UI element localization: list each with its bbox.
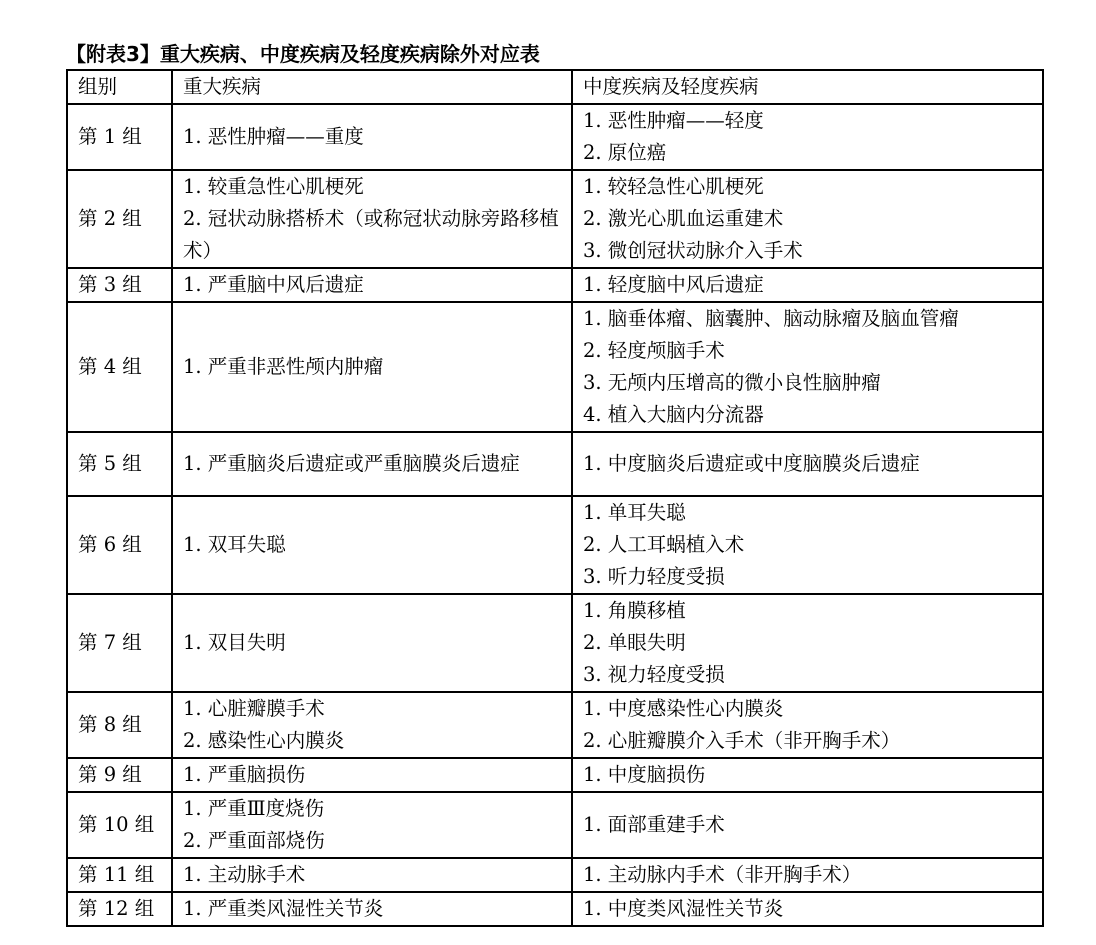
major-disease-item: 1. 严重脑中风后遗症 xyxy=(183,273,364,296)
exclusion-table xyxy=(66,69,1044,927)
major-disease-item: 2. 冠状动脉搭桥术（或称冠状动脉旁路移植术） xyxy=(183,207,559,262)
moderate-mild-disease-item: 1. 角膜移植 xyxy=(583,599,686,622)
major-disease-cell xyxy=(172,594,572,692)
group-cell: 第 6 组 xyxy=(67,496,172,594)
major-disease-item: 1. 严重类风湿性关节炎 xyxy=(183,897,384,920)
moderate-mild-disease-item: 2. 原位癌 xyxy=(583,141,667,164)
group-cell: 第 1 组 xyxy=(67,104,172,170)
group-cell: 第 9 组 xyxy=(67,758,172,792)
moderate-mild-disease-item: 1. 主动脉内手术（非开胸手术） xyxy=(583,863,862,886)
moderate-mild-disease-item: 3. 无颅内压增高的微小良性脑肿瘤 xyxy=(583,371,881,394)
moderate-mild-disease-cell xyxy=(572,892,1043,926)
table-row xyxy=(67,496,1043,594)
moderate-mild-disease-item: 1. 面部重建手术 xyxy=(583,813,725,836)
table-row xyxy=(67,758,1043,792)
moderate-mild-disease-cell xyxy=(572,104,1043,170)
moderate-mild-disease-item: 1. 单耳失聪 xyxy=(583,501,686,524)
major-disease-cell xyxy=(172,302,572,432)
moderate-mild-disease-item: 1. 中度脑损伤 xyxy=(583,763,706,786)
major-disease-item: 1. 双耳失聪 xyxy=(183,533,286,556)
major-disease-cell xyxy=(172,892,572,926)
group-cell: 第 11 组 xyxy=(67,858,172,892)
moderate-mild-disease-item: 1. 较轻急性心肌梗死 xyxy=(583,175,764,198)
moderate-mild-disease-item: 1. 轻度脑中风后遗症 xyxy=(583,273,764,296)
moderate-mild-disease-item: 1. 恶性肿瘤——轻度 xyxy=(583,109,764,132)
header-row xyxy=(67,70,1043,104)
moderate-mild-disease-cell xyxy=(572,302,1043,432)
moderate-mild-disease-cell xyxy=(572,858,1043,892)
major-disease-cell xyxy=(172,496,572,594)
moderate-mild-disease-item: 2. 激光心肌血运重建术 xyxy=(583,207,784,230)
group-cell: 第 3 组 xyxy=(67,268,172,302)
header-group: 组别 xyxy=(67,70,172,104)
major-disease-item: 2. 感染性心内膜炎 xyxy=(183,729,345,752)
table-row xyxy=(67,268,1043,302)
major-disease-cell xyxy=(172,268,572,302)
moderate-mild-disease-item: 3. 视力轻度受损 xyxy=(583,663,725,686)
major-disease-cell xyxy=(172,104,572,170)
major-disease-item: 1. 严重脑损伤 xyxy=(183,763,306,786)
moderate-mild-disease-item: 1. 中度类风湿性关节炎 xyxy=(583,897,784,920)
major-disease-item: 1. 严重非恶性颅内肿瘤 xyxy=(183,355,384,378)
major-disease-cell xyxy=(172,170,572,268)
group-cell: 第 8 组 xyxy=(67,692,172,758)
table-row xyxy=(67,302,1043,432)
moderate-mild-disease-cell xyxy=(572,758,1043,792)
header-major-disease: 重大疾病 xyxy=(172,70,572,104)
moderate-mild-disease-cell xyxy=(572,594,1043,692)
moderate-mild-disease-cell xyxy=(572,496,1043,594)
group-cell: 第 2 组 xyxy=(67,170,172,268)
moderate-mild-disease-item: 3. 听力轻度受损 xyxy=(583,565,725,588)
moderate-mild-disease-item: 2. 心脏瓣膜介入手术（非开胸手术） xyxy=(583,729,901,752)
major-disease-cell xyxy=(172,432,572,496)
moderate-mild-disease-cell xyxy=(572,268,1043,302)
table-body xyxy=(67,104,1043,926)
table-row xyxy=(67,432,1043,496)
group-cell: 第 10 组 xyxy=(67,792,172,858)
moderate-mild-disease-cell xyxy=(572,692,1043,758)
header-moderate-mild-disease: 中度疾病及轻度疾病 xyxy=(572,70,1043,104)
major-disease-item: 1. 主动脉手术 xyxy=(183,863,306,886)
table-title: 【附表3】重大疾病、中度疾病及轻度疾病除外对应表 xyxy=(66,42,540,66)
table-row xyxy=(67,858,1043,892)
table-row xyxy=(67,104,1043,170)
moderate-mild-disease-item: 4. 植入大脑内分流器 xyxy=(583,403,764,426)
table-row xyxy=(67,170,1043,268)
major-disease-item: 1. 恶性肿瘤——重度 xyxy=(183,125,364,148)
moderate-mild-disease-item: 1. 中度感染性心内膜炎 xyxy=(583,697,784,720)
moderate-mild-disease-cell xyxy=(572,432,1043,496)
table-row xyxy=(67,594,1043,692)
major-disease-item: 1. 心脏瓣膜手术 xyxy=(183,697,325,720)
moderate-mild-disease-cell xyxy=(572,792,1043,858)
major-disease-item: 1. 双目失明 xyxy=(183,631,286,654)
major-disease-cell xyxy=(172,792,572,858)
major-disease-cell xyxy=(172,758,572,792)
moderate-mild-disease-item: 2. 人工耳蜗植入术 xyxy=(583,533,745,556)
moderate-mild-disease-item: 1. 脑垂体瘤、脑囊肿、脑动脉瘤及脑血管瘤 xyxy=(583,307,959,330)
group-cell: 第 7 组 xyxy=(67,594,172,692)
moderate-mild-disease-item: 2. 轻度颅脑手术 xyxy=(583,339,725,362)
moderate-mild-disease-item: 1. 中度脑炎后遗症或中度脑膜炎后遗症 xyxy=(583,452,920,475)
table-row xyxy=(67,692,1043,758)
moderate-mild-disease-cell xyxy=(572,170,1043,268)
major-disease-cell xyxy=(172,858,572,892)
major-disease-item: 1. 严重Ⅲ度烧伤 xyxy=(183,797,325,820)
moderate-mild-disease-item: 2. 单眼失明 xyxy=(583,631,686,654)
moderate-mild-disease-item: 3. 微创冠状动脉介入手术 xyxy=(583,239,803,262)
major-disease-item: 1. 较重急性心肌梗死 xyxy=(183,175,364,198)
group-cell: 第 5 组 xyxy=(67,432,172,496)
major-disease-item: 1. 严重脑炎后遗症或严重脑膜炎后遗症 xyxy=(183,452,520,475)
group-cell: 第 4 组 xyxy=(67,302,172,432)
table-row xyxy=(67,792,1043,858)
major-disease-item: 2. 严重面部烧伤 xyxy=(183,829,325,852)
major-disease-cell xyxy=(172,692,572,758)
group-cell: 第 12 组 xyxy=(67,892,172,926)
table-row xyxy=(67,892,1043,926)
